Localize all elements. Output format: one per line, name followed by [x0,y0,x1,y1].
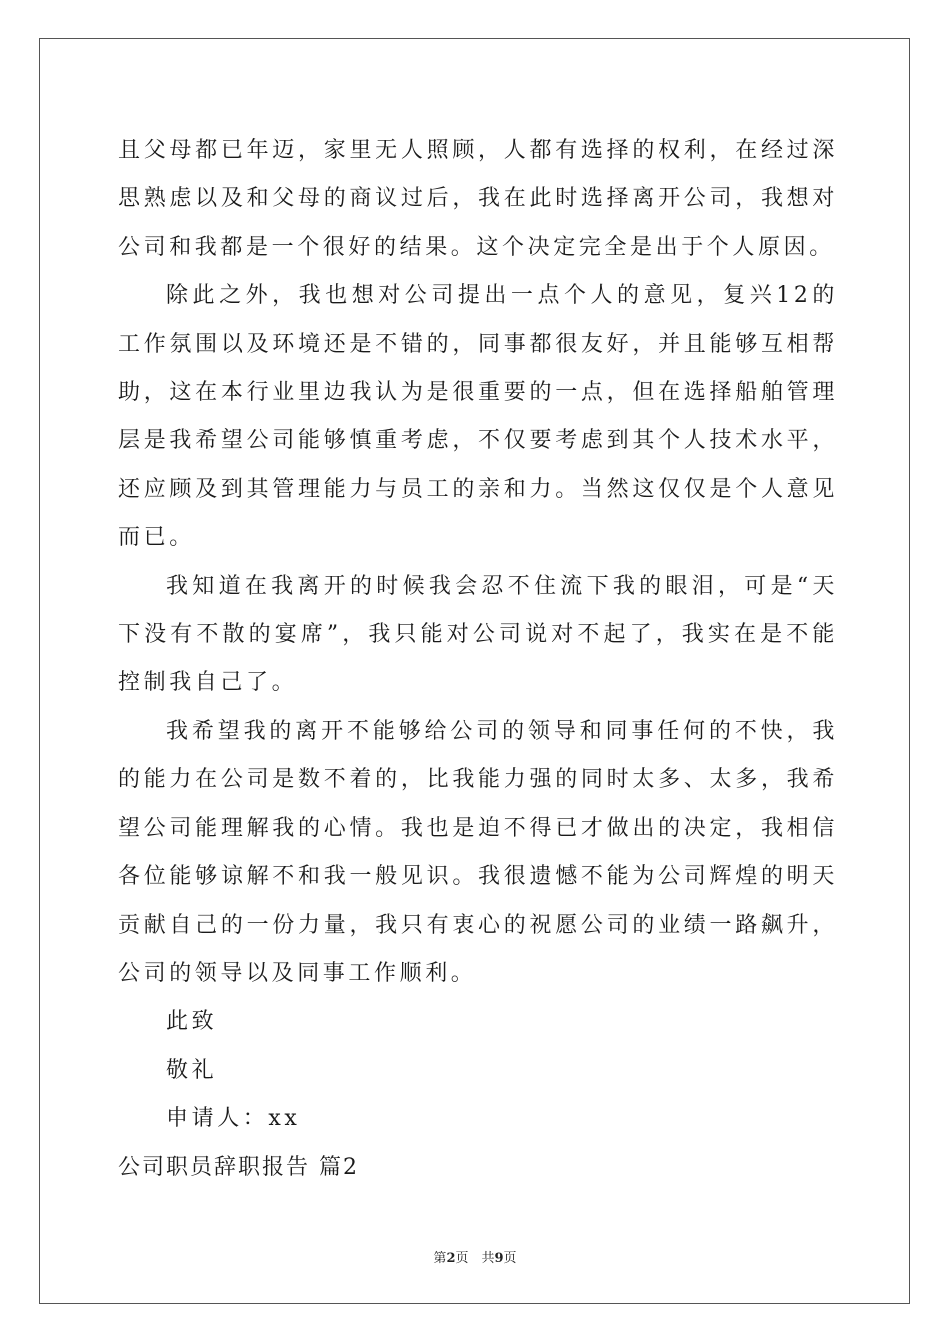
regards: 敬礼 [166,1057,218,1083]
total-page-number: 9 [494,1251,504,1266]
paragraph-4: 我希望我的离开不能够给公司的领导和同事任何的不快，我的能力在公司是数不着的，比我能力强的同时太多、太多，我希望公司能理解我的心情。我也是迫不得已才做出的决定，我相信各位能够谅解不和我一般见识。我很遗憾不能为公司辉煌的明天贡献自己的一份力量，我只有衷心的祝愿公司的业绩一路飙升，公司的领导以及同事工作顺利。 [118,718,838,986]
page-mid: 页 共 [455,1251,495,1266]
section-title: 公司职员辞职报告 篇2 [118,1154,359,1180]
page-number-footer [0,1247,950,1266]
page-prefix: 第 [433,1251,447,1266]
paragraph-2: 除此之外，我也想对公司提出一点个人的意见，复兴12的工作氛围以及环境还是不错的，同事都很友好，并且能够互相帮助，这在本行业里边我认为是很重要的一点，但在选择船舶管理层是我希望公司能够慎重考虑，不仅要考虑到其个人技术水平，还应顾及到其管理能力与员工的亲和力。当然这仅仅是个人意见而已。 [118,283,838,551]
page-suffix: 页 [503,1251,517,1266]
paragraph-3: 我知道在我离开的时候我会忍不住流下我的眼泪，可是“天下没有不散的宴席”，我只能对公司说对不起了，我实在是不能控制我自己了。 [118,573,838,696]
applicant-signature: 申请人：xx [166,1106,301,1132]
current-page-number: 2 [446,1251,456,1266]
paragraph-1: 且父母都已年迈，家里无人照顾，人都有选择的权利，在经过深思熟虑以及和父母的商议过后，我在此时选择离开公司，我想对公司和我都是一个很好的结果。这个决定完全是出于个人原因。 [118,138,838,260]
salutation: 此致 [166,1009,218,1035]
document-body [118,127,838,1192]
